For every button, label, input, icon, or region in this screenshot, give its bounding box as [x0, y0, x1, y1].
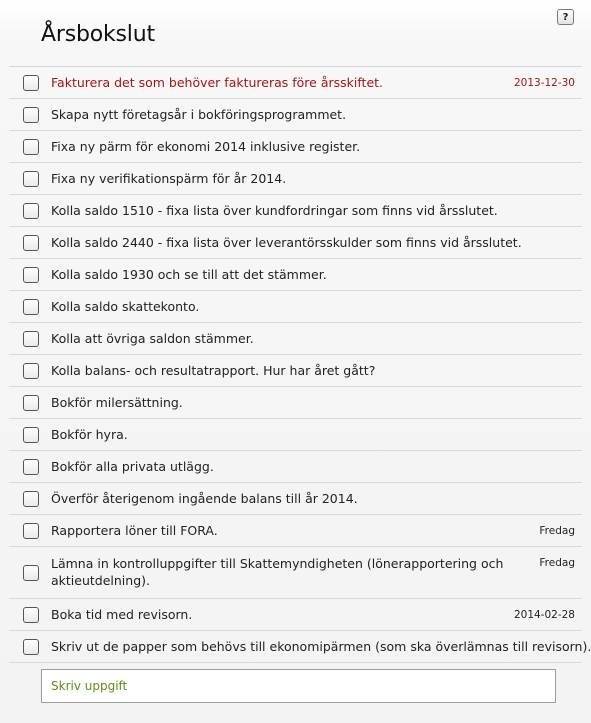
- task-row: [9, 631, 591, 663]
- task-text[interactable]: Lämna in kontrolluppgifter till Skattemyndigheten (lönerapportering och aktieutdelning).: [51, 556, 504, 588]
- task-row: [9, 355, 582, 387]
- task-text[interactable]: Bokför milersättning.: [51, 395, 183, 410]
- task-row: [9, 195, 582, 227]
- task-text[interactable]: Skapa nytt företagsår i bokföringsprogrammet.: [51, 107, 347, 122]
- task-row: [9, 547, 582, 599]
- task-checkbox[interactable]: [23, 235, 39, 251]
- help-button[interactable]: ?: [557, 9, 574, 25]
- task-checkbox[interactable]: [23, 331, 39, 347]
- task-due-date: 2013-12-30: [513, 77, 575, 89]
- task-text[interactable]: Bokför alla privata utlägg.: [51, 459, 214, 474]
- task-checkbox[interactable]: [23, 299, 39, 315]
- task-row: [9, 419, 582, 451]
- task-checkbox[interactable]: [23, 565, 39, 581]
- task-checkbox[interactable]: [23, 459, 39, 475]
- task-row: [9, 99, 582, 131]
- task-text[interactable]: Skriv ut de papper som behövs till ekonomipärmen (som ska överlämnas till revisorn).: [51, 639, 591, 654]
- task-text[interactable]: Kolla att övriga saldon stämmer.: [51, 331, 254, 346]
- task-checkbox[interactable]: [23, 75, 39, 91]
- task-due-date: Fredag: [539, 557, 575, 569]
- task-text[interactable]: Kolla balans- och resultatrapport. Hur har året gått?: [51, 363, 376, 378]
- page-title: Årsbokslut: [41, 22, 155, 47]
- task-checkbox[interactable]: [23, 171, 39, 187]
- task-checkbox[interactable]: [23, 523, 39, 539]
- task-checkbox[interactable]: [23, 607, 39, 623]
- new-task-input[interactable]: [41, 669, 556, 703]
- task-row: [9, 483, 582, 515]
- task-checkbox[interactable]: [23, 363, 39, 379]
- task-text[interactable]: Boka tid med revisorn.: [51, 607, 193, 622]
- task-row: [9, 291, 582, 323]
- task-text[interactable]: Fixa ny pärm för ekonomi 2014 inklusive register.: [51, 139, 361, 154]
- task-text[interactable]: Fakturera det som behöver faktureras före årsskiftet.: [51, 75, 384, 90]
- task-row: [9, 259, 582, 291]
- task-text[interactable]: Kolla saldo 2440 - fixa lista över leverantörsskulder som finns vid årsslutet.: [51, 235, 522, 250]
- task-text[interactable]: Bokför hyra.: [51, 427, 128, 442]
- task-row: [9, 67, 582, 99]
- task-list: [9, 66, 591, 663]
- task-checkbox[interactable]: [23, 267, 39, 283]
- task-row: [9, 163, 582, 195]
- task-text[interactable]: Rapportera löner till FORA.: [51, 523, 218, 538]
- task-checkbox[interactable]: [23, 139, 39, 155]
- task-checkbox[interactable]: [23, 491, 39, 507]
- task-text[interactable]: Kolla saldo 1930 och se till att det stämmer.: [51, 267, 327, 282]
- task-row: [9, 323, 582, 355]
- task-row: [9, 131, 582, 163]
- task-text[interactable]: Överför återigenom ingående balans till år 2014.: [51, 491, 358, 506]
- task-checkbox[interactable]: [23, 427, 39, 443]
- task-due-date: Fredag: [539, 525, 575, 537]
- task-row: [9, 515, 582, 547]
- task-checkbox[interactable]: [23, 395, 39, 411]
- task-row: [9, 387, 582, 419]
- task-text[interactable]: Kolla saldo 1510 - fixa lista över kundfordringar som finns vid årsslutet.: [51, 203, 498, 218]
- task-checkbox[interactable]: [23, 107, 39, 123]
- task-row: [9, 599, 582, 631]
- task-row: [9, 227, 582, 259]
- task-due-date: 2014-02-28: [513, 609, 575, 621]
- task-text[interactable]: Kolla saldo skattekonto.: [51, 299, 200, 314]
- task-text[interactable]: Fixa ny verifikationspärm för år 2014.: [51, 171, 287, 186]
- task-row: [9, 451, 582, 483]
- task-checkbox[interactable]: [23, 203, 39, 219]
- task-checkbox[interactable]: [23, 639, 39, 655]
